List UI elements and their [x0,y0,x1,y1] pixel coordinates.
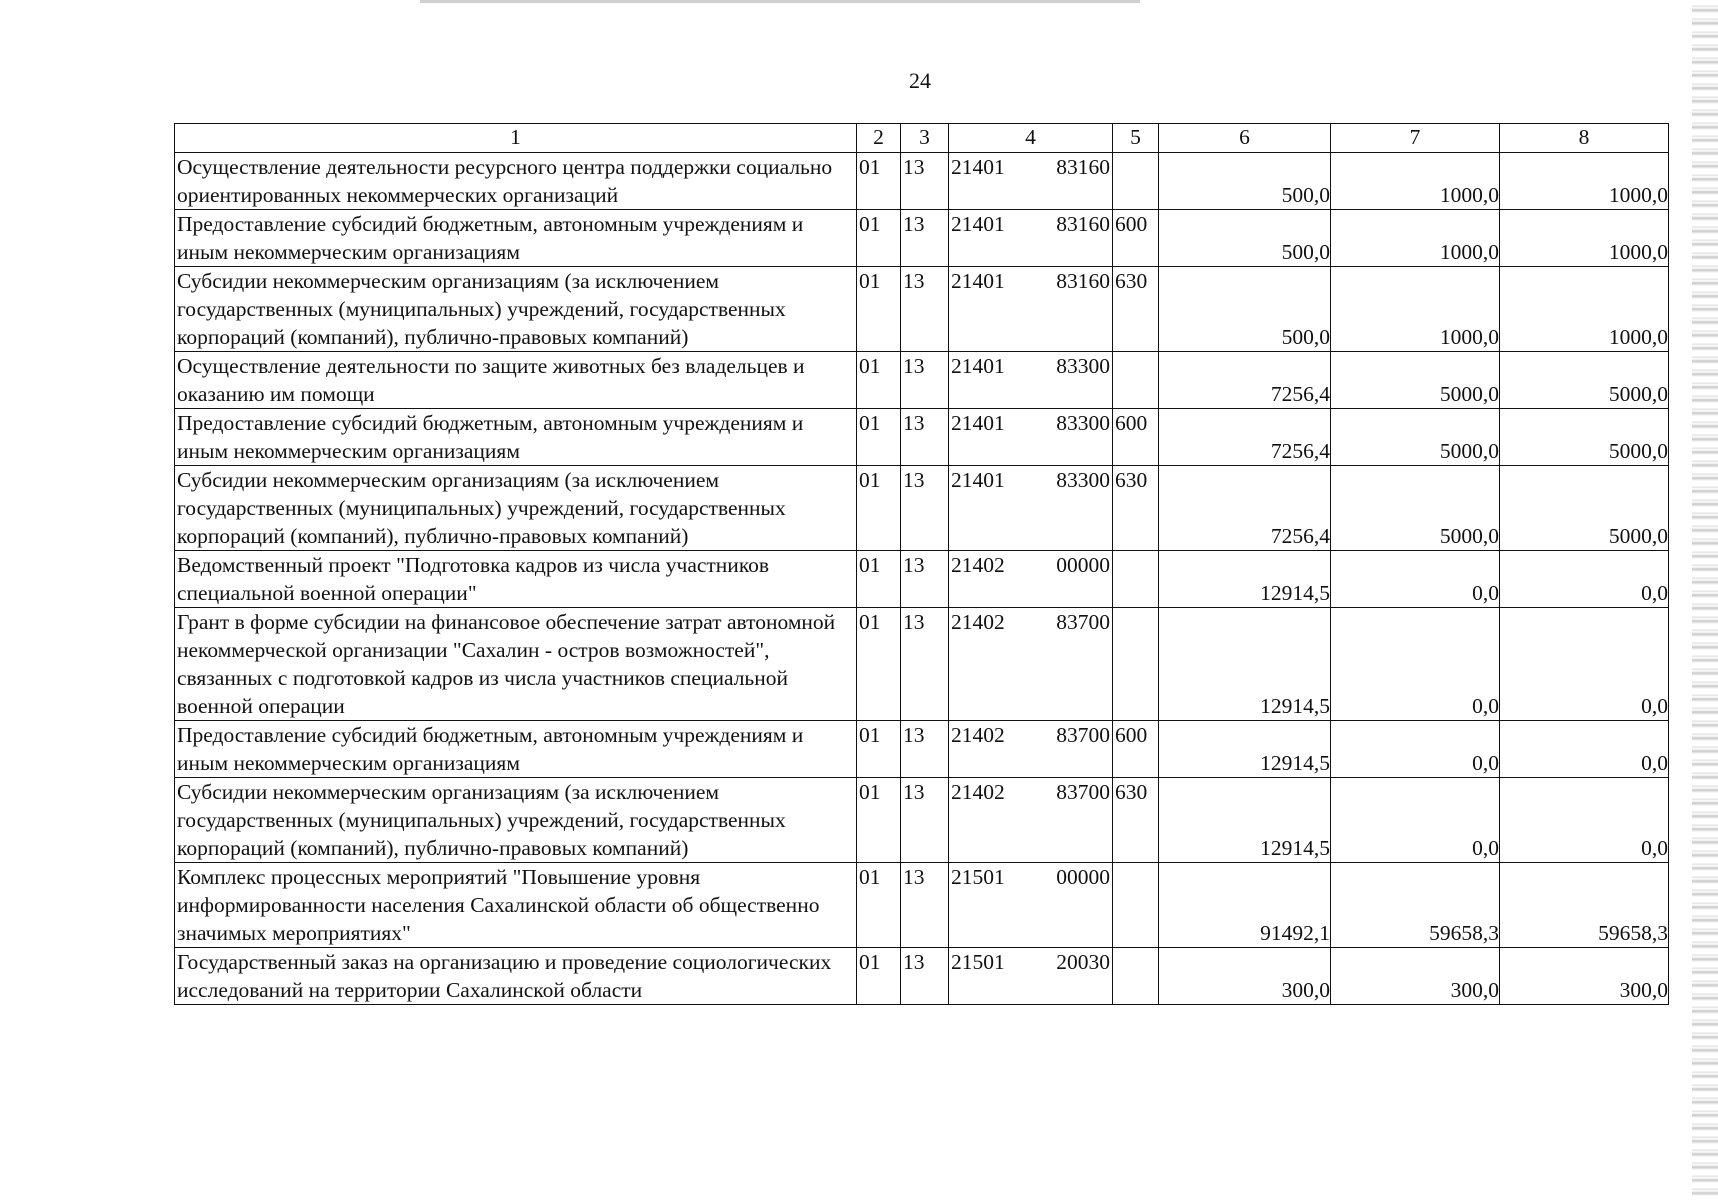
scan-top-mark [420,0,1140,3]
row-value6-cell: 12914,5 [1159,551,1331,608]
row-code4-direction: 20030 [1056,950,1110,974]
table-row [175,778,1669,863]
row-code4-cell [949,948,1113,1005]
row-code5-cell: 600 [1113,210,1159,267]
row-code4-direction: 83300 [1056,411,1110,435]
row-value6-cell: 500,0 [1159,153,1331,210]
table-row [175,721,1669,778]
row-code4-target: 21402 [951,553,1005,577]
header-cell: 5 [1113,124,1159,153]
row-code2-cell: 01 [857,210,901,267]
row-code3-cell: 13 [901,721,949,778]
row-code3-cell: 13 [901,466,949,551]
table-row [175,551,1669,608]
row-code4-target: 21402 [951,610,1005,634]
row-code5-cell [1113,863,1159,948]
row-value7-cell: 59658,3 [1331,863,1500,948]
row-value7-cell: 1000,0 [1331,267,1500,352]
row-name-cell: Государственный заказ на организацию и проведение социологических исследований на территории Сахалинской области [175,948,857,1005]
row-code4-direction: 83300 [1056,468,1110,492]
row-code4-target: 21501 [951,950,1005,974]
row-code5-cell: 600 [1113,409,1159,466]
header-cell: 7 [1331,124,1500,153]
table-row [175,948,1669,1005]
row-code4-cell [949,153,1113,210]
row-code4-cell [949,267,1113,352]
row-code2-cell: 01 [857,352,901,409]
row-code4-target: 21501 [951,865,1005,889]
row-value6-cell: 12914,5 [1159,721,1331,778]
row-code4-direction: 83160 [1056,212,1110,236]
header-cell: 6 [1159,124,1331,153]
row-value7-cell: 0,0 [1331,608,1500,721]
row-value8-cell: 1000,0 [1500,210,1669,267]
row-value7-cell: 5000,0 [1331,466,1500,551]
budget-table [174,123,1669,1005]
row-code4-cell [949,466,1113,551]
row-code2-cell: 01 [857,721,901,778]
row-value8-cell: 0,0 [1500,721,1669,778]
row-code4-target: 21402 [951,780,1005,804]
row-code3-cell: 13 [901,863,949,948]
row-code2-cell: 01 [857,409,901,466]
row-code5-cell: 630 [1113,466,1159,551]
table-body [175,153,1669,1005]
row-code2-cell: 01 [857,267,901,352]
row-code4-direction: 00000 [1056,553,1110,577]
row-name-cell: Осуществление деятельности по защите животных без владельцев и оказанию им помощи [175,352,857,409]
row-value6-cell: 300,0 [1159,948,1331,1005]
row-code4-cell [949,551,1113,608]
row-code4-target: 21401 [951,269,1005,293]
row-code5-cell [1113,608,1159,721]
row-value6-cell: 91492,1 [1159,863,1331,948]
row-code4-cell [949,409,1113,466]
row-name-cell: Грант в форме субсидии на финансовое обеспечение затрат автономной некоммерческой организации "Сахалин - остров возможностей", связанных с подготовкой кадров из числа участников специальной военной операции [175,608,857,721]
row-code4-cell [949,721,1113,778]
row-code4-direction: 83300 [1056,354,1110,378]
row-name-cell: Комплекс процессных мероприятий "Повышение уровня информированности населения Сахалинской области об общественно значимых мероприятиях" [175,863,857,948]
row-code4-target: 21402 [951,723,1005,747]
row-name-cell: Субсидии некоммерческим организациям (за исключением государственных (муниципальных) учреждений, государственных корпораций (компаний), публично-правовых компаний) [175,466,857,551]
row-code5-cell: 630 [1113,267,1159,352]
table-row [175,863,1669,948]
row-code3-cell: 13 [901,948,949,1005]
row-value6-cell: 500,0 [1159,267,1331,352]
row-name-cell: Осуществление деятельности ресурсного центра поддержки социально ориентированных некоммерческих организаций [175,153,857,210]
row-code3-cell: 13 [901,352,949,409]
row-value6-cell: 12914,5 [1159,608,1331,721]
row-code4-target: 21401 [951,468,1005,492]
row-code4-cell [949,352,1113,409]
row-value8-cell: 59658,3 [1500,863,1669,948]
row-value8-cell: 0,0 [1500,551,1669,608]
row-value6-cell: 7256,4 [1159,409,1331,466]
row-code5-cell [1113,153,1159,210]
row-code4-target: 21401 [951,411,1005,435]
row-code3-cell: 13 [901,778,949,863]
row-value8-cell: 1000,0 [1500,153,1669,210]
row-code2-cell: 01 [857,466,901,551]
row-code4-direction: 83700 [1056,610,1110,634]
table-row [175,409,1669,466]
row-value8-cell: 5000,0 [1500,409,1669,466]
row-code4-direction: 83700 [1056,780,1110,804]
row-value8-cell: 300,0 [1500,948,1669,1005]
row-name-cell: Предоставление субсидий бюджетным, автономным учреждениям и иным некоммерческим организациям [175,210,857,267]
row-name-cell: Субсидии некоммерческим организациям (за исключением государственных (муниципальных) учреждений, государственных корпораций (компаний), публично-правовых компаний) [175,778,857,863]
header-cell: 3 [901,124,949,153]
row-value7-cell: 1000,0 [1331,210,1500,267]
row-name-cell: Предоставление субсидий бюджетным, автономным учреждениям и иным некоммерческим организациям [175,721,857,778]
row-code2-cell: 01 [857,778,901,863]
row-code5-cell [1113,352,1159,409]
header-cell: 2 [857,124,901,153]
page-number: 24 [909,68,931,93]
row-value7-cell: 1000,0 [1331,153,1500,210]
row-name-cell: Ведомственный проект "Подготовка кадров из числа участников специальной военной операции" [175,551,857,608]
row-code5-cell: 630 [1113,778,1159,863]
row-name-cell: Предоставление субсидий бюджетным, автономным учреждениям и иным некоммерческим организациям [175,409,857,466]
row-code4-direction: 83160 [1056,155,1110,179]
header-cell: 4 [949,124,1113,153]
row-code4-cell [949,210,1113,267]
row-value8-cell: 0,0 [1500,608,1669,721]
row-value8-cell: 1000,0 [1500,267,1669,352]
header-cell: 1 [175,124,857,153]
row-code4-cell [949,863,1113,948]
row-value7-cell: 0,0 [1331,778,1500,863]
row-code2-cell: 01 [857,551,901,608]
row-value6-cell: 12914,5 [1159,778,1331,863]
row-code2-cell: 01 [857,863,901,948]
table-row [175,153,1669,210]
table-row [175,267,1669,352]
row-value7-cell: 5000,0 [1331,352,1500,409]
row-code4-direction: 00000 [1056,865,1110,889]
table-row [175,210,1669,267]
table-row [175,466,1669,551]
row-code4-target: 21401 [951,212,1005,236]
row-code4-direction: 83160 [1056,269,1110,293]
row-code3-cell: 13 [901,210,949,267]
table-row [175,608,1669,721]
row-name-cell: Субсидии некоммерческим организациям (за исключением государственных (муниципальных) учреждений, государственных корпораций (компаний), публично-правовых компаний) [175,267,857,352]
row-code3-cell: 13 [901,153,949,210]
row-code4-target: 21401 [951,354,1005,378]
row-code4-cell [949,778,1113,863]
row-code3-cell: 13 [901,409,949,466]
row-code5-cell [1113,551,1159,608]
row-value8-cell: 5000,0 [1500,466,1669,551]
row-value8-cell: 5000,0 [1500,352,1669,409]
row-code3-cell: 13 [901,267,949,352]
header-cell: 8 [1500,124,1669,153]
row-value8-cell: 0,0 [1500,778,1669,863]
row-code5-cell [1113,948,1159,1005]
row-code3-cell: 13 [901,551,949,608]
row-value7-cell: 0,0 [1331,551,1500,608]
row-value7-cell: 5000,0 [1331,409,1500,466]
row-value6-cell: 500,0 [1159,210,1331,267]
header-row [175,124,1669,153]
scan-edge-noise [1692,0,1718,1200]
row-value6-cell: 7256,4 [1159,466,1331,551]
row-value7-cell: 0,0 [1331,721,1500,778]
row-code2-cell: 01 [857,153,901,210]
row-code2-cell: 01 [857,948,901,1005]
row-value6-cell: 7256,4 [1159,352,1331,409]
row-code5-cell: 600 [1113,721,1159,778]
row-code4-direction: 83700 [1056,723,1110,747]
row-code4-cell [949,608,1113,721]
table-row [175,352,1669,409]
row-code3-cell: 13 [901,608,949,721]
row-code2-cell: 01 [857,608,901,721]
row-code4-target: 21401 [951,155,1005,179]
row-value7-cell: 300,0 [1331,948,1500,1005]
